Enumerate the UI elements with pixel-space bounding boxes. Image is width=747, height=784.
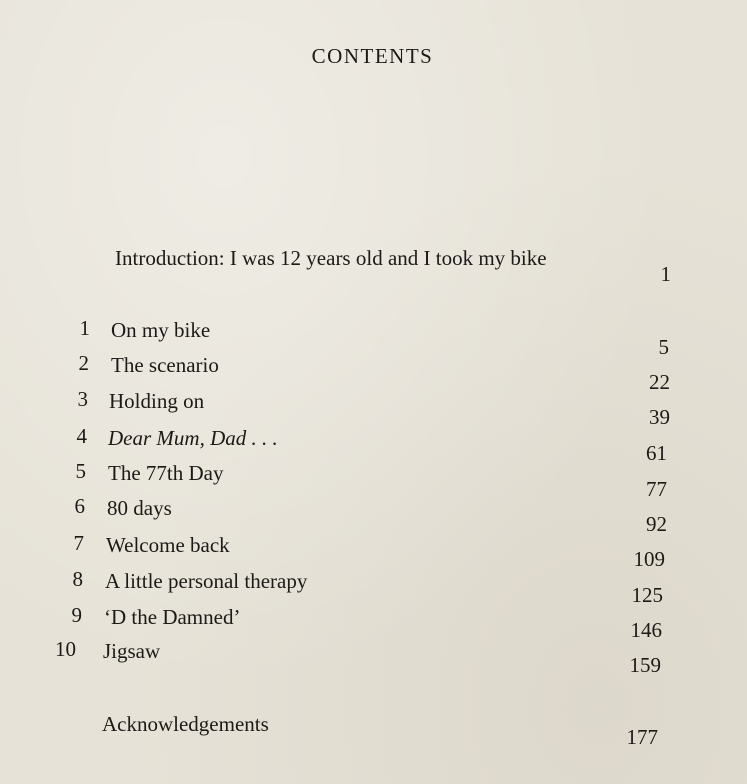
contents-heading [0,44,747,69]
chapter-number: 2 [78,351,89,375]
chapter-title: ‘D the Damned’ [104,605,241,629]
chapter-title: On my bike [111,318,211,342]
chapter-number: 5 [75,459,86,483]
chapter-page: 22 [649,370,670,394]
acknowledgements-page: 177 [626,725,658,749]
chapter-title: Welcome back [106,533,230,557]
chapter-page: 109 [633,547,665,571]
chapter-number: 4 [76,424,87,448]
introduction-page: 1 [660,262,671,286]
chapter-number: 8 [72,567,83,591]
chapter-page: 77 [646,477,667,501]
chapter-title: Holding on [109,389,205,413]
acknowledgements-title: Acknowledgements [102,712,269,736]
chapter-number: 7 [73,531,84,555]
chapter-title: Jigsaw [103,639,161,663]
contents-heading-text: CONTENTS [311,44,434,68]
chapter-number: 10 [55,637,76,661]
chapter-number: 6 [74,494,85,518]
chapter-page: 159 [629,653,661,677]
chapter-page: 146 [630,618,662,642]
chapter-number: 9 [71,603,82,627]
chapter-title: The scenario [111,353,219,377]
chapter-number: 3 [77,387,88,411]
introduction-title: Introduction: I was 12 years old and I took my bike [115,246,547,270]
chapter-page: 39 [649,405,670,429]
chapter-title: 80 days [107,496,172,520]
chapter-page: 61 [646,441,667,465]
chapter-page: 5 [658,335,669,359]
chapter-page: 92 [646,512,667,536]
chapter-title: A little personal therapy [105,569,308,593]
chapter-number: 1 [79,316,90,340]
chapter-title: The 77th Day [108,461,224,485]
chapter-title: Dear Mum, Dad . . . [108,426,278,450]
chapter-page: 125 [631,583,663,607]
